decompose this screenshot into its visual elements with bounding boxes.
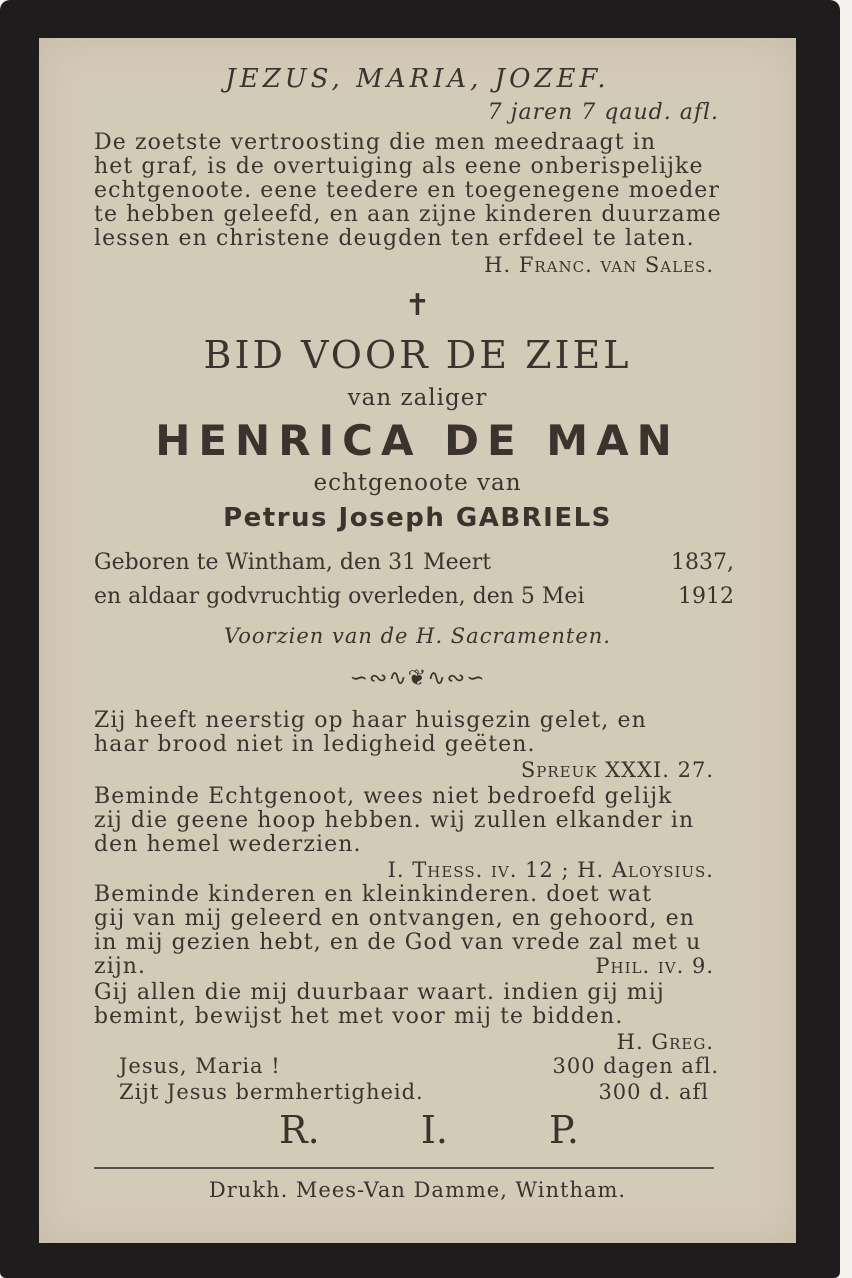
quote-line: te hebben geleefd, en aan zijne kinderen duurzame bbox=[94, 202, 722, 227]
verse-reference: Phil. iv. 9. bbox=[595, 954, 714, 978]
rip-line bbox=[279, 1108, 579, 1152]
indulgence-row bbox=[119, 1080, 709, 1104]
rip-letter: I. bbox=[420, 1108, 448, 1152]
verse-line: Beminde Echtgenoot, wees niet bedroefd gelijk bbox=[94, 784, 673, 809]
indulgence-value: 300 d. afl bbox=[598, 1080, 709, 1104]
verse-line: gij van mij geleerd en ontvangen, en gehoord, en bbox=[94, 906, 696, 931]
verse-line: Gij allen die mij duurbaar waart. indien gij mij bbox=[94, 980, 665, 1005]
quote-line: echtgenoote. eene teedere en toegenegene moeder bbox=[94, 178, 720, 203]
rip-letter: P. bbox=[549, 1108, 579, 1152]
verse-line: haar brood niet in ledigheid geëten. bbox=[94, 732, 536, 757]
cross-icon: ✝ bbox=[404, 288, 431, 323]
footer-rule bbox=[94, 1167, 714, 1169]
sacraments-text: Voorzien van de H. Sacramenten. bbox=[224, 624, 611, 648]
birth-text: Geboren te Wintham, den 31 Meert bbox=[94, 550, 492, 575]
quote-attribution: H. Franc. van Sales. bbox=[484, 253, 714, 277]
ornament-divider: ∽∾∿❦∿∾∽ bbox=[349, 666, 486, 691]
header-title: JEZUS, MARIA, JOZEF. bbox=[225, 64, 610, 94]
indulgence-prayer: Jesus, Maria ! bbox=[119, 1054, 281, 1078]
verse-line: in mij gezien hebt, en de God van vrede zal met u bbox=[94, 930, 702, 955]
death-line bbox=[94, 584, 734, 609]
printer-credit: Drukh. Mees-Van Damme, Wintham. bbox=[208, 1178, 627, 1202]
verse-line: zij die geene hoop hebben. wij zullen elkander in bbox=[94, 808, 695, 833]
verse-line: zijn. bbox=[94, 954, 147, 979]
header-indulgence: 7 jaren 7 qaud. afl. bbox=[487, 100, 719, 125]
indulgence-prayer: Zijt Jesus bermhertigheid. bbox=[119, 1080, 424, 1104]
spouse-name: Petrus Joseph GABRIELS bbox=[223, 503, 612, 533]
verse-line: Zij heeft neerstig op haar huisgezin gelet, en bbox=[94, 708, 647, 733]
rip-letter: R. bbox=[279, 1108, 320, 1152]
verse-reference: I. Thess. iv. 12 ; H. Aloysius. bbox=[387, 858, 714, 882]
deceased-name: HENRICA DE MAN bbox=[155, 416, 680, 465]
verse-line: den hemel wederzien. bbox=[94, 832, 362, 857]
verse-reference: H. Greg. bbox=[616, 1030, 714, 1054]
card-paper bbox=[39, 38, 796, 1243]
verse-line: Beminde kinderen en kleinkinderen. doet wat bbox=[94, 882, 653, 907]
quote-line: lessen en christene deugden ten erfdeel te laten. bbox=[94, 226, 695, 251]
indulgence-value: 300 dagen afl. bbox=[552, 1054, 719, 1078]
death-year: 1912 bbox=[678, 584, 734, 609]
quote-line: het graf, is de overtuiging als eene onberispelijke bbox=[94, 154, 704, 179]
birth-year: 1837, bbox=[671, 550, 734, 575]
verse-line: bemint, bewijst het met voor mij te bidden. bbox=[94, 1004, 624, 1029]
death-text: en aldaar godvruchtig overleden, den 5 Mei bbox=[94, 584, 585, 609]
prayer-sub: van zaliger bbox=[347, 385, 488, 411]
birth-line bbox=[94, 550, 734, 575]
verse-reference: Spreuk XXXI. 27. bbox=[520, 758, 714, 782]
prayer-heading: BID VOOR DE ZIEL bbox=[203, 333, 632, 377]
relation-text: echtgenoote van bbox=[313, 470, 522, 496]
quote-line: De zoetste vertroosting die men meedraagt in bbox=[94, 130, 657, 155]
indulgence-row bbox=[119, 1054, 719, 1078]
